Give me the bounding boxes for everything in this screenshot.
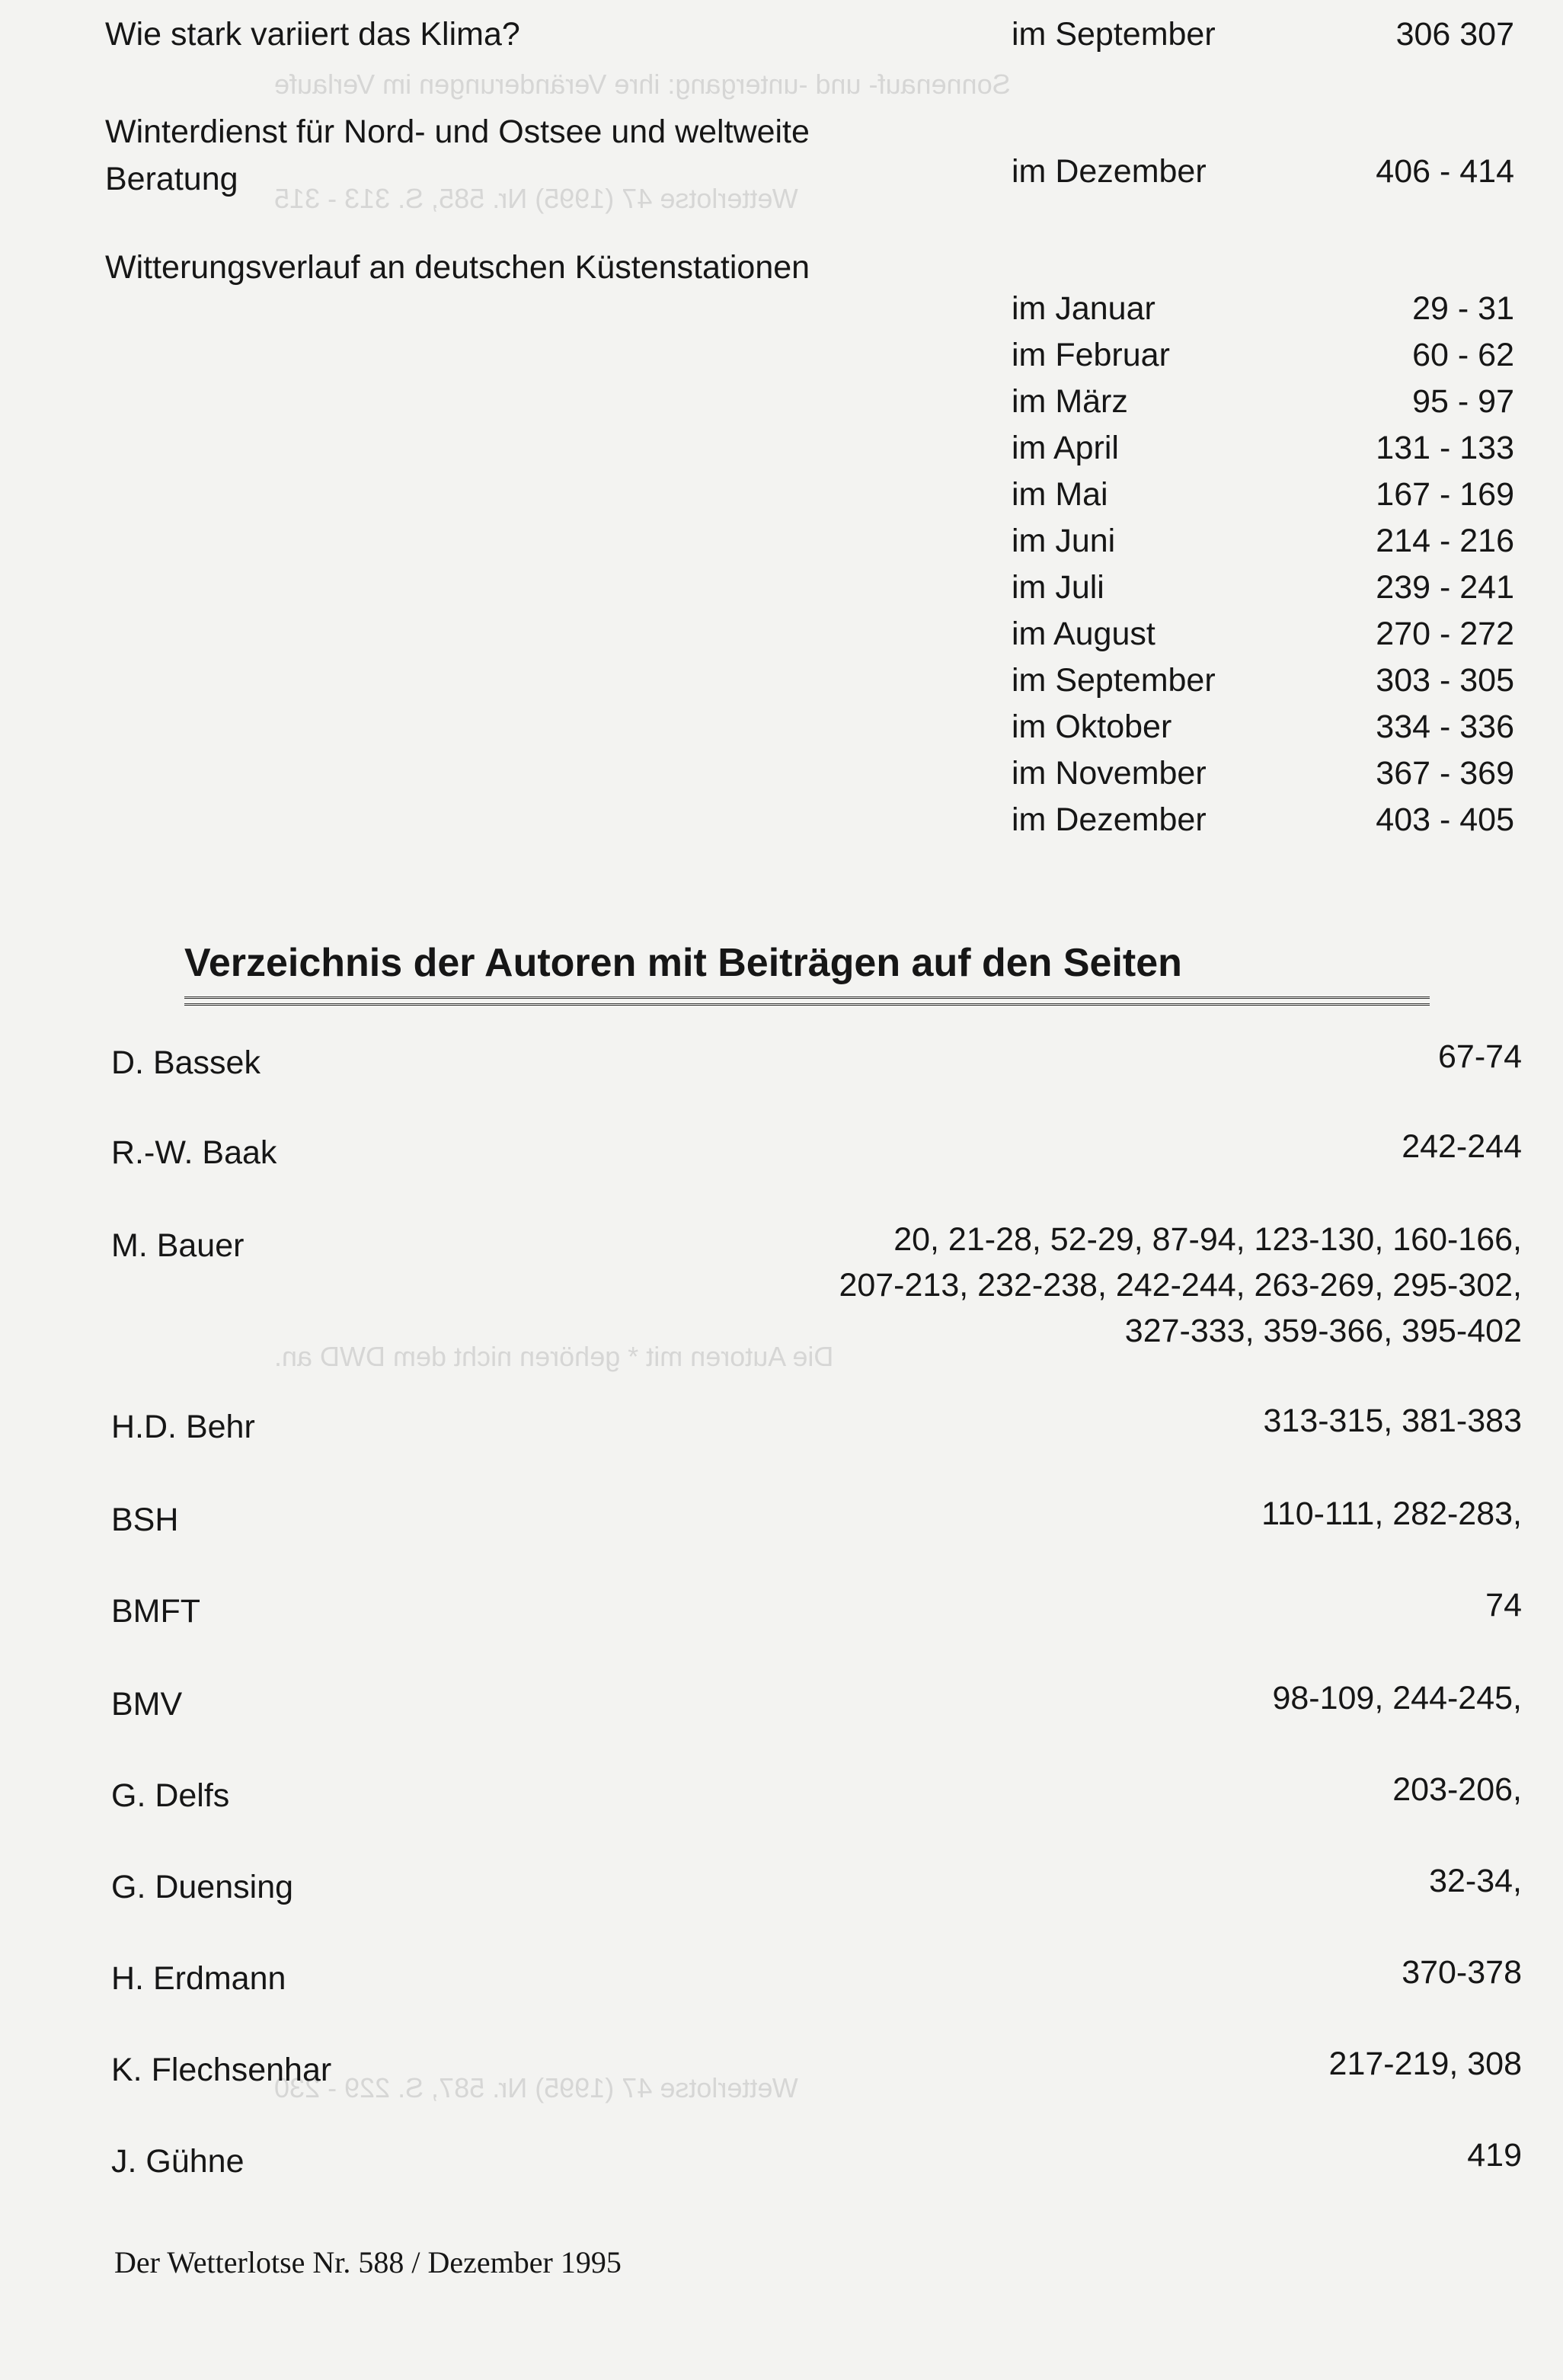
coastal-month: im Oktober (1012, 709, 1172, 745)
author-pages: 203-206, (1392, 1771, 1522, 1808)
author-pages: 20, 21-28, 52-29, 87-94, 123-130, 160-166, (893, 1221, 1522, 1258)
topic-pages: 306 307 (1395, 16, 1514, 53)
author-pages: 98-109, 244-245, (1272, 1680, 1522, 1716)
coastal-pages: 29 - 31 (1412, 290, 1514, 327)
topic-pages: 406 - 414 (1376, 153, 1514, 190)
author-name: R.-W. Baak (111, 1134, 277, 1171)
author-pages: 32-34, (1429, 1863, 1522, 1899)
coastal-pages: 303 - 305 (1376, 662, 1514, 699)
coastal-pages: 131 - 133 (1376, 430, 1514, 466)
author-name: K. Flechsenhar (111, 2052, 332, 2088)
author-pages: 419 (1467, 2137, 1522, 2174)
author-pages: 370-378 (1402, 1954, 1522, 1991)
author-name: G. Duensing (111, 1869, 294, 1905)
topic-month: im September (1012, 16, 1216, 53)
coastal-month: im August (1012, 616, 1155, 652)
coastal-pages: 214 - 216 (1376, 523, 1514, 559)
heading-double-rule (184, 996, 1430, 1006)
author-name: J. Gühne (111, 2143, 245, 2180)
author-pages: 74 (1485, 1587, 1522, 1623)
coastal-month: im Januar (1012, 290, 1155, 327)
authors-heading: Verzeichnis der Autoren mit Beiträgen auf den Seiten (184, 941, 1182, 985)
bleed-through-text: Sonnenauf- und -untergang: ihre Veränderungen im Verlaufe (274, 69, 1011, 100)
coastal-month: im März (1012, 383, 1128, 420)
coastal-pages: 239 - 241 (1376, 569, 1514, 606)
author-name: H. Erdmann (111, 1960, 286, 1997)
topic-title: Winterdienst für Nord- und Ostsee und weltweite (105, 114, 810, 150)
coastal-pages: 403 - 405 (1376, 801, 1514, 838)
coastal-month: im Februar (1012, 337, 1170, 373)
coastal-pages: 95 - 97 (1412, 383, 1514, 420)
bleed-through-text: Wetterlotse 47 (1995) Nr. 585, S. 313 - 315 (274, 183, 798, 214)
author-name: BMV (111, 1686, 183, 1723)
coastal-month: im Juli (1012, 569, 1104, 606)
topic-title-continued: Beratung (105, 161, 238, 197)
topic-month: im Dezember (1012, 153, 1207, 190)
coastal-pages: 334 - 336 (1376, 709, 1514, 745)
coastal-pages: 270 - 272 (1376, 616, 1514, 652)
author-name: H.D. Behr (111, 1409, 255, 1445)
author-name: BSH (111, 1502, 179, 1538)
author-pages: 207-213, 232-238, 242-244, 263-269, 295-302, (839, 1267, 1522, 1304)
author-pages: 110-111, 282-283, (1261, 1495, 1522, 1532)
bleed-through-text: Die Autoren mit * gehören nicht dem DWD an. (274, 1341, 834, 1372)
topic-title: Wie stark variiert das Klima? (105, 16, 520, 53)
author-name: BMFT (111, 1593, 201, 1630)
author-pages: 217-219, 308 (1328, 2046, 1522, 2082)
author-pages: 327-333, 359-366, 395-402 (1124, 1313, 1522, 1349)
author-name: G. Delfs (111, 1777, 230, 1814)
coastal-month: im November (1012, 755, 1207, 792)
coastal-pages: 367 - 369 (1376, 755, 1514, 792)
coastal-pages: 60 - 62 (1412, 337, 1514, 373)
coastal-month: im September (1012, 662, 1216, 699)
coastal-pages: 167 - 169 (1376, 476, 1514, 513)
author-pages: 313-315, 381-383 (1263, 1403, 1522, 1439)
coastal-title: Witterungsverlauf an deutschen Küstenstationen (105, 249, 810, 286)
page-footer: Der Wetterlotse Nr. 588 / Dezember 1995 (114, 2245, 622, 2279)
coastal-month: im Juni (1012, 523, 1116, 559)
author-pages: 67-74 (1438, 1038, 1522, 1075)
author-name: M. Bauer (111, 1227, 245, 1264)
coastal-month: im Mai (1012, 476, 1108, 513)
bleed-through-text: Wetterlotse 47 (1995) Nr. 587, S. 229 - 230 (274, 2072, 798, 2103)
coastal-month: im April (1012, 430, 1119, 466)
author-pages: 242-244 (1402, 1128, 1522, 1165)
coastal-month: im Dezember (1012, 801, 1207, 838)
author-name: D. Bassek (111, 1044, 260, 1081)
